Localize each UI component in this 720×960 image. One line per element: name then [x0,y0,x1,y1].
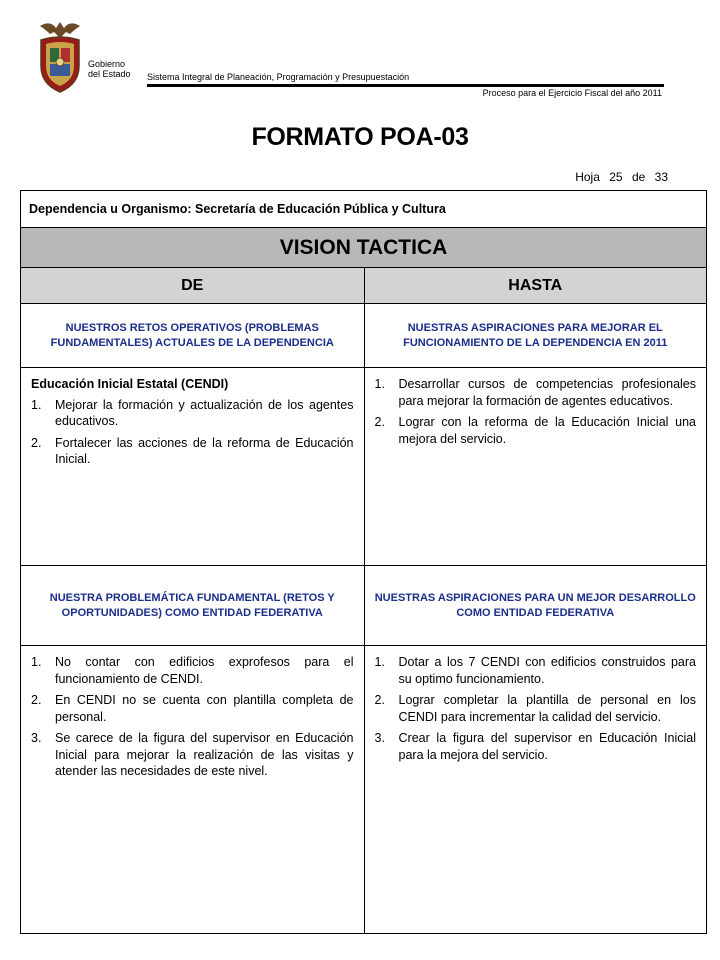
block1-right-cell [364,368,707,565]
item-text: Dotar a los 7 CENDI con edificios construidos para su optimo funcionamiento. [398,655,696,686]
item-number: 1. [374,655,385,669]
item-text: Desarrollar cursos de competencias profesionales para mejorar la formación de agentes educativos. [398,377,696,408]
item-text: Mejorar la formación y actualización de los agentes educativos. [55,397,354,428]
gov-line-2: del Estado [88,69,131,79]
item-number: 3. [31,731,42,745]
item-text: Fortalecer las acciones de la reforma de Educación Inicial. [55,435,354,466]
block2-left-cell [21,646,364,933]
state-coat-of-arms-logo [36,18,84,96]
item-number: 2. [374,415,385,429]
list-item [375,654,697,687]
section-title: VISION TACTICA [21,227,706,267]
block2-left-header: NUESTRA PROBLEMÁTICA FUNDAMENTAL (RETOS Y OPORTUNIDADES) COMO ENTIDAD FEDERATIVA [49,592,335,619]
sheet-of: de [631,170,646,184]
list-item [31,654,354,687]
block1-left-cell [21,368,364,565]
sheet-current: 25 [609,170,623,184]
item-number: 2. [31,693,42,707]
de-header: DE [181,276,204,294]
item-number: 1. [31,655,42,669]
list-item [31,397,354,430]
list-item [375,730,697,763]
block2-headers [21,565,706,645]
item-number: 3. [374,731,385,745]
sheet-indicator [573,170,670,184]
list-item [375,414,697,447]
item-text: Lograr completar la plantilla de personal en los CENDI para incrementar la calidad del servicio. [398,693,696,724]
vision-table [20,190,707,934]
process-label: Proceso para el Ejercicio Fiscal del año 2011 [482,88,662,98]
government-label [88,59,131,79]
block2-right-header: NUESTRAS ASPIRACIONES PARA UN MEJOR DESARROLLO COMO ENTIDAD FEDERATIVA [364,566,707,645]
item-text: Se carece de la figura del supervisor en Educación Inicial para mejorar la realización de las visitas y atender las necesidades de este nivel. [55,731,354,778]
block2-content [21,645,706,933]
sheet-label: Hoja [575,170,600,184]
item-number: 1. [31,397,42,412]
list-item [31,435,354,468]
item-text: En CENDI no se cuenta con plantilla completa de personal. [55,693,354,724]
dependency-row: Dependencia u Organismo: Secretaría de Educación Pública y Cultura [29,202,446,216]
block2-right-cell [364,646,707,933]
item-text: Lograr con la reforma de la Educación Inicial una mejora del servicio. [398,415,696,446]
system-name: Sistema Integral de Planeación, Programación y Presupuestación [147,72,410,82]
block1-left-header: NUESTROS RETOS OPERATIVOS (PROBLEMAS FUNDAMENTALES) ACTUALES DE LA DEPENDENCIA [50,322,334,349]
block1-left-title: Educación Inicial Estatal (CENDI) [31,377,229,391]
header-rule [147,84,664,87]
hasta-header: HASTA [364,268,707,303]
page-title: FORMATO POA-03 [251,123,469,151]
list-item [31,692,354,725]
item-number: 1. [374,377,385,391]
list-item [375,692,697,725]
gov-line-1: Gobierno [88,59,126,69]
item-number: 2. [31,435,42,450]
item-text: Crear la figura del supervisor en Educación Inicial para la mejora del servicio. [398,731,696,762]
list-item [31,730,354,780]
item-number: 2. [374,693,385,707]
sheet-total: 33 [654,170,668,184]
column-headers [21,267,706,303]
item-text: No contar con edificios exprofesos para el funcionamiento de CENDI. [55,655,354,686]
block1-headers [21,303,706,367]
block1-content [21,367,706,565]
block1-right-header: NUESTRAS ASPIRACIONES PARA MEJORAR EL FUNCIONAMIENTO DE LA DEPENDENCIA EN 2011 [364,304,707,367]
list-item [375,376,697,409]
